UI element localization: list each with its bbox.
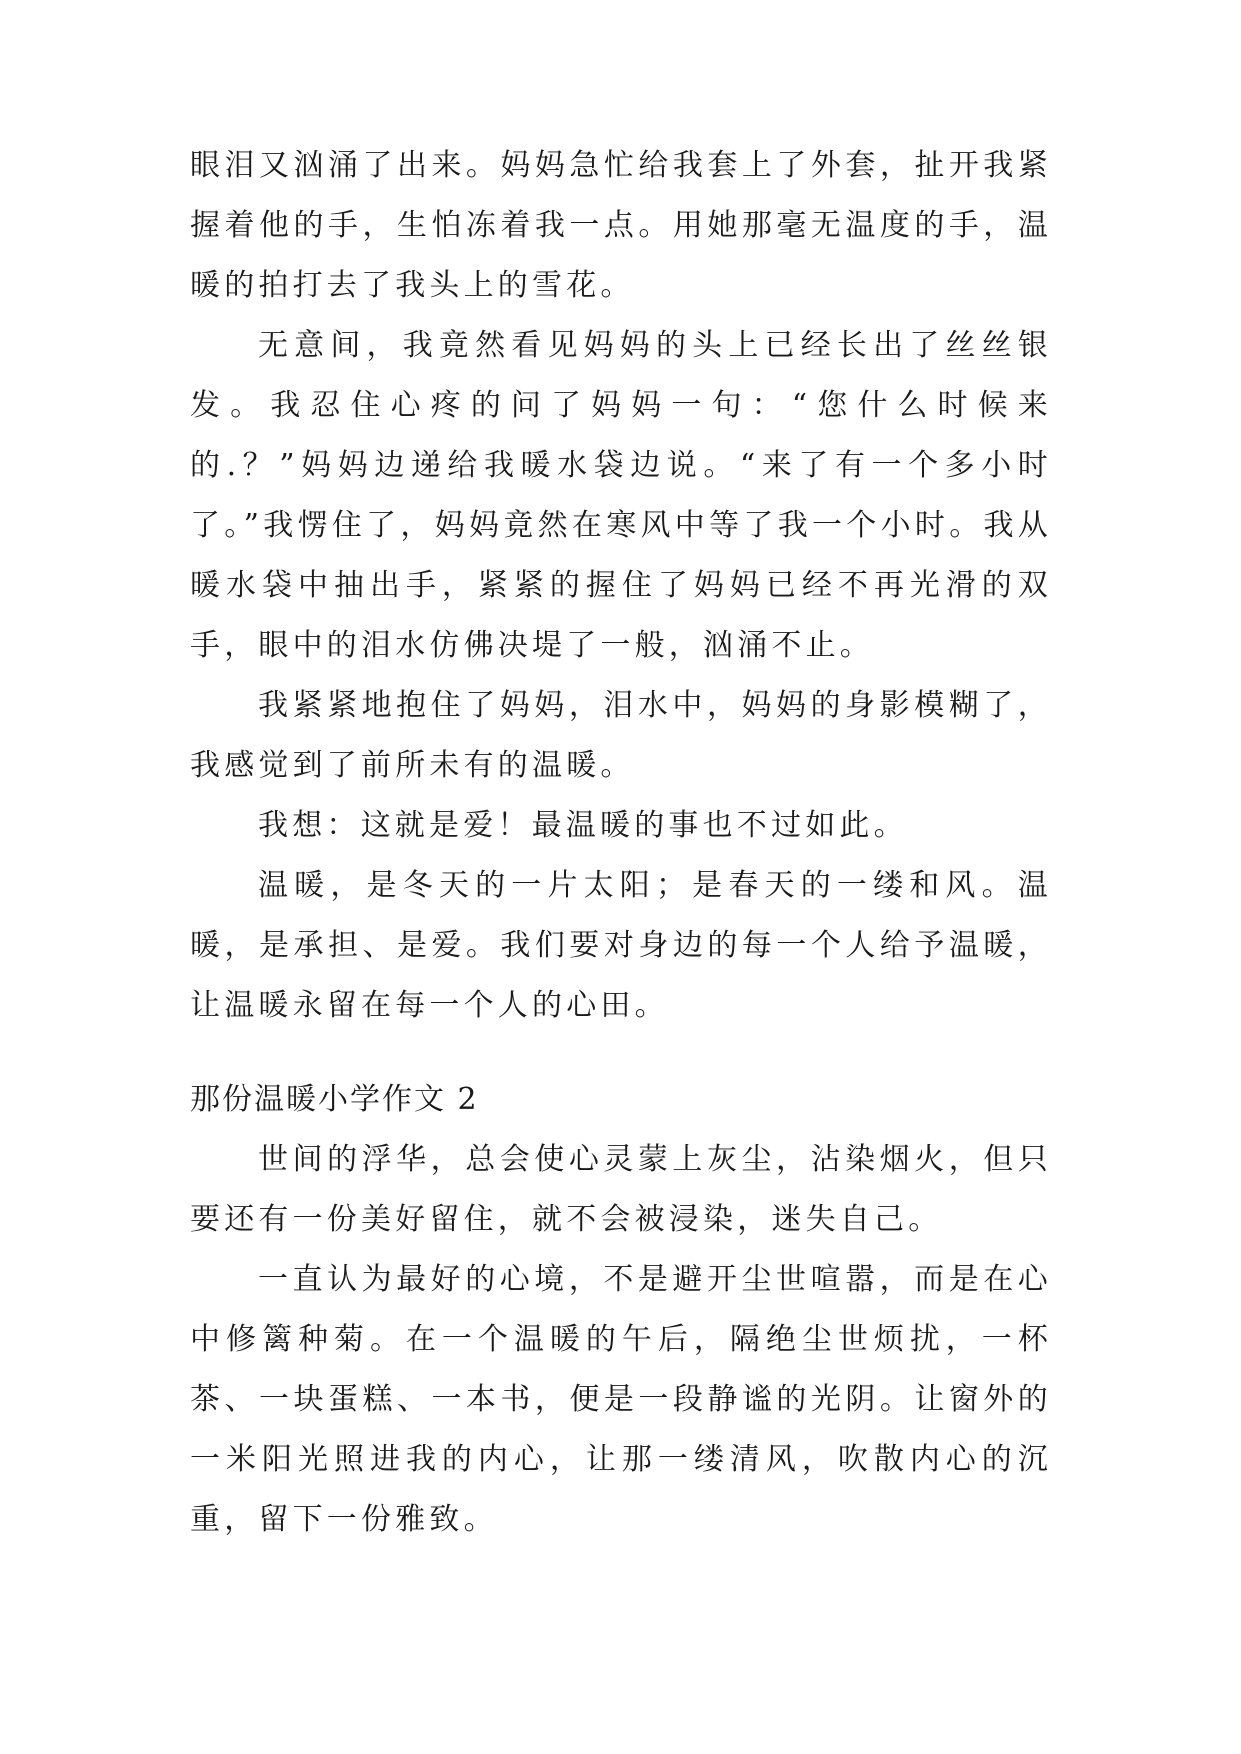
paragraph-2: 无意间，我竟然看见妈妈的头上已经长出了丝丝银发。我忍住心疼的问了妈妈一句：“您什么时候来的.？”妈妈边递给我暖水袋边说。“来了有一个多小时了。”我愣住了，妈妈竟然在寒风中等了我一个小时。我从暖水袋中抽出手，紧紧的握住了妈妈已经不再光滑的双手，眼中的泪水仿佛决堤了一般，汹涌不止。 bbox=[190, 328, 1052, 663]
essay-section-2 bbox=[190, 1070, 1052, 1550]
section-title: 那份温暖小学作文 2 bbox=[190, 1082, 479, 1117]
paragraph-4: 我想：这就是爱！最温暖的事也不过如此。 bbox=[258, 808, 908, 843]
paragraph-1: 眼泪又汹涌了出来。妈妈急忙给我套上了外套，扯开我紧握着他的手，生怕冻着我一点。用她那毫无温度的手，温暖的拍打去了我头上的雪花。 bbox=[190, 148, 1052, 303]
paragraph-5: 温暖，是冬天的一片太阳；是春天的一缕和风。温暖，是承担、是爱。我们要对身边的每一个人给予温暖，让温暖永留在每一个人的心田。 bbox=[190, 868, 1052, 1023]
essay-part-1 bbox=[190, 136, 1052, 1036]
section-2-paragraph-2: 一直认为最好的心境，不是避开尘世喧嚣，而是在心中修篱种菊。在一个温暖的午后，隔绝尘世烦扰，一杯茶、一块蛋糕、一本书，便是一段静谧的光阴。让窗外的一米阳光照进我的内心，让那一缕清风，吹散内心的沉重，留下一份雅致。 bbox=[190, 1262, 1052, 1537]
paragraph-3: 我紧紧地抱住了妈妈，泪水中，妈妈的身影模糊了，我感觉到了前所未有的温暖。 bbox=[190, 688, 1052, 783]
section-2-paragraph-1: 世间的浮华，总会使心灵蒙上灰尘，沾染烟火，但只要还有一份美好留住，就不会被浸染，迷失自己。 bbox=[190, 1142, 1052, 1237]
